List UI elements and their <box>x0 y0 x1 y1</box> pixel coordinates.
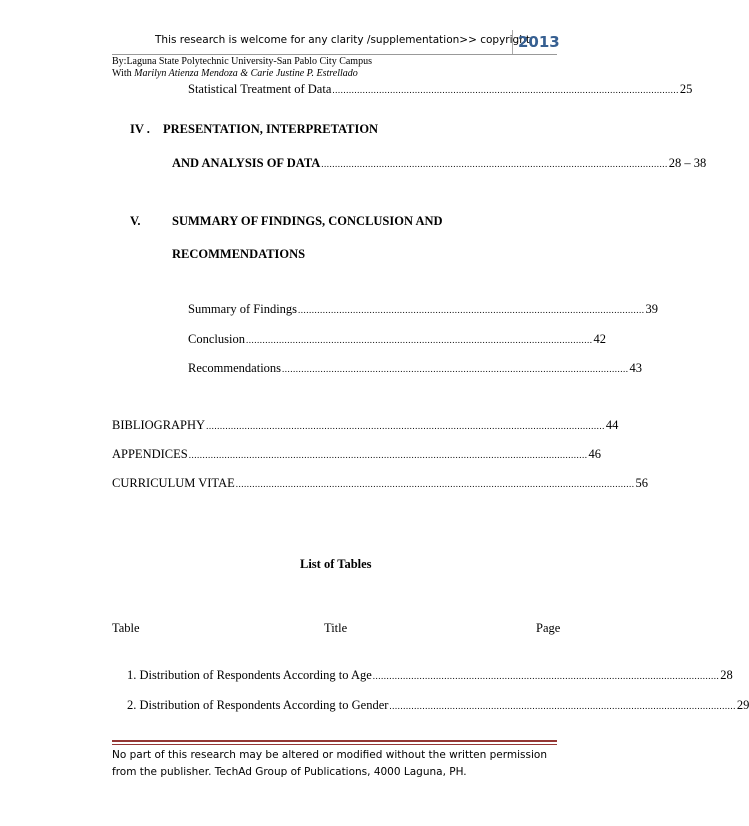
chapter-4-title: PRESENTATION, INTERPRETATION <box>163 122 379 136</box>
author-line-1: By:Laguna State Polytechnic University-San Pablo City Campus <box>112 56 372 67</box>
toc-label: Conclusion <box>188 332 245 346</box>
toc-page: 25 <box>679 82 693 96</box>
toc-entry-bibliography[interactable] <box>112 418 619 433</box>
list-of-tables-heading: List of Tables <box>300 557 372 571</box>
toc-label: AND ANALYSIS OF DATA <box>172 156 321 170</box>
toc-label: CURRICULUM VITAE <box>112 476 235 490</box>
leader-dots: ................................................................................................................................................. <box>206 421 605 431</box>
toc-label: Recommendations <box>188 361 282 375</box>
toc-page: 46 <box>588 447 601 461</box>
header-rule <box>112 54 557 55</box>
toc-entry-conclusion[interactable] <box>188 332 606 347</box>
toc-page: 39 <box>645 302 659 316</box>
toc-page: 42 <box>593 332 606 346</box>
header-year: 2013 <box>512 30 560 54</box>
toc-entry-summary[interactable] <box>188 302 659 317</box>
toc-page: 44 <box>605 418 619 432</box>
table-list-item[interactable] <box>127 668 733 683</box>
header-text: This research is welcome for any clarity /supplementation>> copyright <box>155 34 530 46</box>
toc-entry-curriculum-vitae[interactable] <box>112 476 648 491</box>
footer-rule-thin <box>112 744 557 745</box>
chapter-5-number: V. <box>130 214 141 228</box>
table-list-item[interactable] <box>127 698 749 713</box>
table-item-page: 29 <box>736 698 749 712</box>
toc-page: 28 – 38 <box>668 156 707 170</box>
column-header-table: Table <box>112 621 140 635</box>
leader-dots: ................................................................................................................................................. <box>235 479 635 489</box>
table-item-label: 1. Distribution of Respondents According to Age <box>127 668 372 682</box>
chapter-5-title: SUMMARY OF FINDINGS, CONCLUSION AND <box>172 214 443 228</box>
toc-entry-appendices[interactable] <box>112 447 601 462</box>
leader-dots: .............................................................................................................................. <box>389 701 736 711</box>
leader-dots: ................................................................................................................................................. <box>188 450 588 460</box>
leader-dots: .............................................................................................................................. <box>245 335 593 345</box>
footer-notice: No part of this research may be altered or modified without the written permission from the publisher. TechAd Group of Publications, 4000 Laguna, PH. <box>112 749 547 778</box>
toc-page: 56 <box>635 476 648 490</box>
column-header-title: Title <box>324 621 348 635</box>
chapter-5-title-2[interactable]: RECOMMENDATIONS <box>172 247 306 261</box>
leader-dots: .............................................................................................................................. <box>372 671 720 681</box>
toc-label: BIBLIOGRAPHY <box>112 418 206 432</box>
leader-dots: .............................................................................................................................. <box>321 159 668 169</box>
author-names: Marilyn Atienza Mendoza & Carie Justine P. Estrellado <box>134 68 358 79</box>
leader-dots: .............................................................................................................................. <box>282 364 629 374</box>
toc-page: 43 <box>629 361 643 375</box>
author-line-2 <box>112 68 358 79</box>
footer-rule-red <box>112 740 557 742</box>
leader-dots: .............................................................................................................................. <box>332 85 679 95</box>
toc-label: APPENDICES <box>112 447 188 461</box>
chapter-4-number: IV . <box>130 122 150 136</box>
author-prefix: With <box>112 68 135 79</box>
toc-label: Statistical Treatment of Data <box>188 82 332 96</box>
column-header-page: Page <box>536 621 561 635</box>
toc-entry-statistical-treatment[interactable] <box>188 82 693 97</box>
toc-entry-recommendations[interactable] <box>188 361 643 376</box>
toc-entry-chapter-4[interactable] <box>172 156 707 171</box>
table-item-label: 2. Distribution of Respondents According to Gender <box>127 698 389 712</box>
toc-label: Summary of Findings <box>188 302 298 316</box>
table-item-page: 28 <box>720 668 733 682</box>
leader-dots: .............................................................................................................................. <box>298 305 645 315</box>
